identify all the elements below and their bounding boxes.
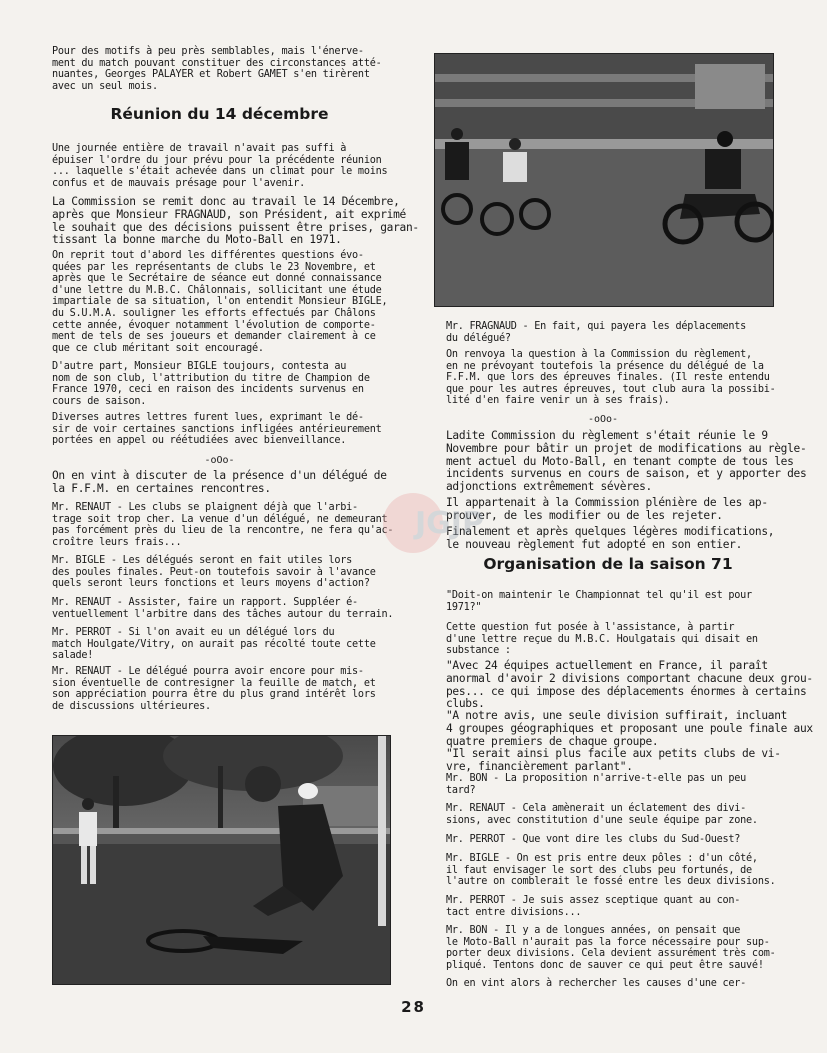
paragraph: Mr. RENAUT - Assister, faire un rapport. Suppléer é- ventuellement l'arbitre dans des tâches autour du terrain. bbox=[52, 597, 394, 620]
paragraph: "Il serait ainsi plus facile aux petits clubs de vi- vre, financièrement parlant". bbox=[446, 747, 781, 773]
paragraph: Mr. RENAUT - Cela amènerait un éclatement des divi- sions, avec constitution d'une seule équipe par zone. bbox=[446, 803, 758, 826]
paragraph: Diverses autres lettres furent lues, exprimant le dé- sir de voir certaines sanctions infligées antérieurement portées en appel ou réétudiées avec bienveillance. bbox=[52, 412, 382, 447]
paragraph: Mr. PERROT - Je suis assez sceptique quant au con- tact entre divisions... bbox=[446, 895, 741, 918]
separator: -oOo- bbox=[587, 414, 619, 425]
paragraph: "Doit-on maintenir le Championnat tel qu'il est pour 1971?" bbox=[446, 590, 752, 613]
goalkeeper-photo bbox=[52, 735, 391, 985]
paragraph: Mr. PERROT - Que vont dire les clubs du Sud-Ouest? bbox=[446, 834, 741, 845]
paragraph: Finalement et après quelques légères modifications, le nouveau règlement fut adopté en son entier. bbox=[446, 525, 775, 551]
paragraph: Cette question fut posée à l'assistance, à partir d'une lettre reçue du M.B.C. Houlgatais qui disait en substance : bbox=[446, 622, 758, 657]
paragraph: Il appartenait à la Commission plénière de les ap- prouver, de les modifier ou de les rejeter. bbox=[446, 496, 768, 522]
paragraph: Mr. BIGLE - Les délégués seront en fait utiles lors des poules finales. Peut-on toutefois savoir à l'avance quels seront leurs fonctions et leurs moyens d'action? bbox=[52, 555, 376, 590]
paragraph: D'autre part, Monsieur BIGLE toujours, contesta au nom de son club, l'attribution du titre de Champion de France 1970, ceci en raison des incidents survenus en cours de saison. bbox=[52, 361, 370, 407]
paragraph: Ladite Commission du règlement s'était réunie le 9 Novembre pour bâtir un projet de modifications au règle- ment actuel du Moto-Ball, en tenant compte de tous les incidents survenus en cours de saison, et y apporter des adjonctions extrêmement sévères. bbox=[446, 429, 807, 494]
page-number: 28 bbox=[401, 998, 426, 1016]
paragraph: Mr. RENAUT - Le délégué pourra avoir encore pour mis- sion éventuelle de contresigner la feuille de match, et son appréciation pourra être du plus grand intérêt lors de discussions ultérieures. bbox=[52, 666, 376, 712]
paragraph: Mr. BON - Il y a de longues années, on pensait que le Moto-Ball n'aurait pas la force nécessaire pour sup- porter deux divisions. Cela devient assurément très com- pliqué. Tentons donc de sauver ce qui peut être sauvé! bbox=[446, 925, 776, 971]
watermark-text: JGJP bbox=[415, 506, 484, 541]
paragraph: Mr. BIGLE - On est pris entre deux pôles : d'un côté, il faut envisager le sort des clubs peu fortunés, de l'autre on comblerait le fossé entre les deux divisions. bbox=[446, 853, 776, 888]
paragraph: Mr. RENAUT - Les clubs se plaignent déjà que l'arbi- trage soit trop cher. La venue d'un délégué, ne demeurant pas forcément près du lieu de la rencontre, ne fera qu'ac- croître leurs frais... bbox=[52, 502, 394, 548]
separator: -oOo- bbox=[204, 455, 235, 466]
paragraph: On en vint à discuter de la présence d'un délégué de la F.F.M. en certaines rencontres. bbox=[52, 469, 387, 495]
paragraph: Mr. FRAGNAUD - En fait, qui payera les déplacements du délégué? bbox=[446, 321, 747, 344]
section-heading: Organisation de la saison 71 bbox=[483, 555, 733, 573]
paragraph: Mr. BON - La proposition n'arrive-t-elle pas un peu tard? bbox=[446, 773, 747, 796]
paragraph: "A notre avis, une seule division suffirait, incluant 4 groupes géographiques et proposant une poule finale aux quatre premiers de chaque groupe. bbox=[446, 709, 813, 748]
paragraph: Une journée entière de travail n'avait pas suffi à épuiser l'ordre du jour prévu pour la précédente réunion ... laquelle s'était achevée dans un climat pour le moins confus et de mauvais présage pour l'avenir. bbox=[52, 143, 388, 189]
paragraph: Pour des motifs à peu près semblables, mais l'énerve- ment du match pouvant constituer des circonstances atté- nuantes, Georges PALAYER et Robert GAMET s'en tirèrent avec un seul mois. bbox=[52, 46, 382, 92]
paragraph: On reprit tout d'abord les différentes questions évo- quées par les représentants de clubs le 23 Novembre, et après que le Secrétaire de séance eut donné connaissance d'une lettre du M.B.C. Châlonnais, sollicitant une étude impartiale de sa situation, l'on entendit Monsieur BIGLE, du S.U.M.A. souligner les efforts effectués par Châlons cette année, évoquer notamment l'évolution de comporte- ment de tels de ses joueurs et demander clairement à ce que ce club méritant soit encouragé. bbox=[52, 250, 388, 354]
jgjp-watermark-logo bbox=[375, 478, 495, 568]
paragraph: On en vint alors à rechercher les causes d'une cer- bbox=[446, 978, 747, 989]
paragraph: Mr. PERROT - Si l'on avait eu un délégué lors du match Houlgate/Vitry, on aurait pas récolté toute cette salade! bbox=[52, 627, 376, 662]
section-heading: Réunion du 14 décembre bbox=[110, 105, 329, 123]
paragraph: La Commission se remit donc au travail le 14 Décembre, après que Monsieur FRAGNAUD, son Président, ait exprimé le souhait que des décisions puissent être prises, garan- tissant la bonne marche du Moto-Ball en 1971. bbox=[52, 195, 419, 247]
motoball-photo bbox=[434, 53, 774, 307]
paragraph: On renvoya la question à la Commission du règlement, en ne prévoyant toutefois la présence du délégué de la F.F.M. que lors des épreuves finales. (Il reste entendu que pour les autres épreuves, tout club aura la possibi- lité d'en faire venir un à ses frais). bbox=[446, 349, 776, 407]
paragraph: "Avec 24 équipes actuellement en France, il paraît anormal d'avoir 2 divisions comportant chacune deux grou- pes... ce qui impose des déplacements énormes à certains clubs. bbox=[446, 659, 813, 711]
